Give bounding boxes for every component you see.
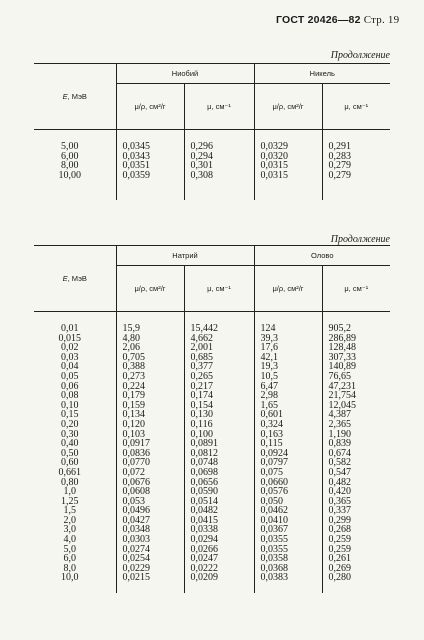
value-cell: 0,0358: [254, 554, 322, 564]
value-cell: 15,9: [116, 324, 184, 334]
value-cell: 0,0427: [116, 516, 184, 526]
value-cell: 0,0660: [254, 478, 322, 488]
energy-cell: 0,02: [61, 342, 79, 354]
energy-cell: 10,00: [58, 169, 81, 181]
energy-cell: 8,00: [61, 160, 79, 172]
value-cell: 0,134: [116, 410, 184, 420]
subheader-linear-atten-1: μ, см⁻¹: [184, 84, 254, 130]
value-cell: 0,115: [254, 439, 322, 449]
value-cell: 1,190: [322, 430, 390, 440]
value-cell: 0,154: [184, 401, 254, 411]
value-cell: 0,0836: [116, 449, 184, 459]
energy-cell: 0,015: [58, 332, 81, 344]
value-cell: 0,0222: [184, 564, 254, 574]
value-cell: 0,0462: [254, 506, 322, 516]
value-cell: 21,754: [322, 391, 390, 401]
value-cell: 0,163: [254, 430, 322, 440]
value-cell: 0,103: [116, 430, 184, 440]
value-cell: 2,001: [184, 343, 254, 353]
value-cell: 0,674: [322, 449, 390, 459]
energy-cell: 3,0: [63, 524, 76, 536]
energy-cell: 0,80: [61, 476, 79, 488]
table-niobium-nickel: [34, 63, 390, 200]
value-cell: 0,280: [322, 573, 390, 583]
energy-cell: 0,10: [61, 399, 79, 411]
group-header-sodium: Натрий: [116, 246, 254, 266]
energy-symbol: E: [62, 92, 68, 101]
value-cell: 0,159: [116, 401, 184, 411]
energy-cell: 1,5: [63, 505, 76, 517]
value-cell: 0,0355: [254, 535, 322, 545]
group-header-tin: Олово: [254, 246, 390, 266]
value-cell: 0,283: [322, 152, 390, 162]
value-cell: 0,259: [322, 545, 390, 555]
value-cell: 0,0368: [254, 564, 322, 574]
value-cell: 0,120: [116, 420, 184, 430]
value-cell: 0,072: [116, 468, 184, 478]
energy-cell: 0,30: [61, 428, 79, 440]
value-cell: 42,1: [254, 353, 322, 363]
value-cell: 0,0329: [254, 142, 322, 152]
energy-cell: 0,40: [61, 438, 79, 450]
value-cell: 0,217: [184, 382, 254, 392]
value-cell: 2,06: [116, 343, 184, 353]
value-cell: 0,0482: [184, 506, 254, 516]
value-cell: 0,0514: [184, 497, 254, 507]
value-cell: 307,33: [322, 353, 390, 363]
value-cell: 0,0656: [184, 478, 254, 488]
value-cell: 0,279: [322, 161, 390, 171]
value-cell: 0,0576: [254, 487, 322, 497]
value-cell: 0,279: [322, 171, 390, 181]
value-cell: 0,0315: [254, 161, 322, 171]
value-cell: 0,294: [184, 152, 254, 162]
energy-cell: 0,05: [61, 370, 79, 382]
subheader-mass-atten-2: μ/ρ, см²/г: [254, 266, 322, 312]
value-cell: 0,0590: [184, 487, 254, 497]
value-cell: 0,0215: [116, 573, 184, 583]
energy-symbol: E: [62, 274, 68, 283]
subheader-linear-atten-1: μ, см⁻¹: [184, 266, 254, 312]
value-cell: 0,075: [254, 468, 322, 478]
value-cell: 0,388: [116, 362, 184, 372]
energy-cell: 2,0: [63, 514, 76, 526]
value-cell: 0,308: [184, 171, 254, 181]
energy-unit: , МэВ: [67, 92, 87, 101]
value-cell: 0,705: [116, 353, 184, 363]
group-header-nickel: Никель: [254, 64, 390, 84]
value-cell: 0,0496: [116, 506, 184, 516]
value-cell: 0,601: [254, 410, 322, 420]
energy-cell: 0,50: [61, 447, 79, 459]
table-row: [34, 171, 390, 181]
value-cell: 0,268: [322, 525, 390, 535]
value-cell: 0,0812: [184, 449, 254, 459]
value-cell: 0,296: [184, 142, 254, 152]
value-cell: 0,0770: [116, 458, 184, 468]
value-cell: 0,0676: [116, 478, 184, 488]
value-cell: 0,0343: [116, 152, 184, 162]
value-cell: 0,377: [184, 362, 254, 372]
value-cell: 6,47: [254, 382, 322, 392]
energy-cell: 0,661: [58, 466, 81, 478]
group-header-niobium: Ниобий: [116, 64, 254, 84]
value-cell: 0,269: [322, 564, 390, 574]
value-cell: 0,0367: [254, 525, 322, 535]
value-cell: 0,053: [116, 497, 184, 507]
energy-cell: 0,03: [61, 351, 79, 363]
value-cell: 0,0229: [116, 564, 184, 574]
value-cell: 0,0924: [254, 449, 322, 459]
energy-cell: 4,0: [63, 534, 76, 546]
value-cell: 0,0315: [254, 171, 322, 181]
value-cell: 39,3: [254, 334, 322, 344]
value-cell: 0,547: [322, 468, 390, 478]
value-cell: 0,685: [184, 353, 254, 363]
value-cell: 0,265: [184, 372, 254, 382]
value-cell: 0,0254: [116, 554, 184, 564]
page-number: Стр. 19: [363, 14, 400, 26]
value-cell: 0,224: [116, 382, 184, 392]
standard-number: ГОСТ 20426—82: [276, 14, 361, 26]
energy-cell: 6,00: [61, 150, 79, 162]
value-cell: 2,98: [254, 391, 322, 401]
energy-cell: 10,0: [61, 572, 79, 584]
page-header: [276, 14, 399, 26]
value-cell: 1,65: [254, 401, 322, 411]
value-cell: 0,100: [184, 430, 254, 440]
energy-cell: 0,20: [61, 418, 79, 430]
value-cell: 0,0608: [116, 487, 184, 497]
value-cell: 0,839: [322, 439, 390, 449]
energy-cell: 0,04: [61, 361, 79, 373]
energy-cell: 0,08: [61, 390, 79, 402]
value-cell: 2,365: [322, 420, 390, 430]
energy-column-header: [34, 64, 116, 130]
energy-cell: 0,60: [61, 457, 79, 469]
continuation-label-2: Продолжение: [330, 234, 390, 245]
table-row: [34, 573, 390, 583]
value-cell: 0,337: [322, 506, 390, 516]
subheader-mass-atten-1: μ/ρ, см²/г: [116, 84, 184, 130]
energy-cell: 1,0: [63, 486, 76, 498]
value-cell: 0,0917: [116, 439, 184, 449]
energy-cell: 0,15: [61, 409, 79, 421]
value-cell: 0,324: [254, 420, 322, 430]
value-cell: 4,662: [184, 334, 254, 344]
value-cell: 19,3: [254, 362, 322, 372]
value-cell: 0,420: [322, 487, 390, 497]
value-cell: 76,65: [322, 372, 390, 382]
value-cell: 0,0247: [184, 554, 254, 564]
energy-cell: 5,0: [63, 543, 76, 555]
value-cell: 0,0355: [254, 545, 322, 555]
value-cell: 0,130: [184, 410, 254, 420]
energy-cell: 0,06: [61, 380, 79, 392]
value-cell: 905,2: [322, 324, 390, 334]
value-cell: 0,0274: [116, 545, 184, 555]
value-cell: 0,050: [254, 497, 322, 507]
value-cell: 0,0348: [116, 525, 184, 535]
value-cell: 0,0345: [116, 142, 184, 152]
value-cell: 124: [254, 324, 322, 334]
subheader-linear-atten-2: μ, см⁻¹: [322, 84, 390, 130]
table-sodium-tin: [34, 245, 390, 593]
value-cell: 0,301: [184, 161, 254, 171]
value-cell: 0,116: [184, 420, 254, 430]
value-cell: 0,0209: [184, 573, 254, 583]
value-cell: 0,0266: [184, 545, 254, 555]
value-cell: 0,0698: [184, 468, 254, 478]
subheader-mass-atten-2: μ/ρ, см²/г: [254, 84, 322, 130]
energy-cell: 6,0: [63, 553, 76, 565]
value-cell: 15,442: [184, 324, 254, 334]
energy-column-header: [34, 246, 116, 312]
value-cell: 0,273: [116, 372, 184, 382]
value-cell: 140,89: [322, 362, 390, 372]
value-cell: 0,482: [322, 478, 390, 488]
value-cell: 0,0410: [254, 516, 322, 526]
value-cell: 12,045: [322, 401, 390, 411]
value-cell: 0,365: [322, 497, 390, 507]
value-cell: 17,6: [254, 343, 322, 353]
value-cell: 0,0320: [254, 152, 322, 162]
value-cell: 0,0359: [116, 171, 184, 181]
value-cell: 0,174: [184, 391, 254, 401]
value-cell: 0,0415: [184, 516, 254, 526]
value-cell: 0,179: [116, 391, 184, 401]
value-cell: 0,0338: [184, 525, 254, 535]
energy-cell: 8,0: [63, 562, 76, 574]
value-cell: 0,291: [322, 142, 390, 152]
value-cell: 0,259: [322, 535, 390, 545]
value-cell: 4,80: [116, 334, 184, 344]
value-cell: 0,0748: [184, 458, 254, 468]
value-cell: 0,0303: [116, 535, 184, 545]
value-cell: 0,0383: [254, 573, 322, 583]
value-cell: 0,0294: [184, 535, 254, 545]
value-cell: 286,89: [322, 334, 390, 344]
subheader-linear-atten-2: μ, см⁻¹: [322, 266, 390, 312]
energy-cell: 5,00: [61, 141, 79, 152]
value-cell: 0,0351: [116, 161, 184, 171]
value-cell: 0,0797: [254, 458, 322, 468]
value-cell: 10,5: [254, 372, 322, 382]
subheader-mass-atten-1: μ/ρ, см²/г: [116, 266, 184, 312]
value-cell: 0,0891: [184, 439, 254, 449]
value-cell: 0,299: [322, 516, 390, 526]
energy-unit: , МэВ: [67, 274, 87, 283]
continuation-label-1: Продолжение: [330, 50, 390, 61]
value-cell: 0,261: [322, 554, 390, 564]
value-cell: 4,387: [322, 410, 390, 420]
value-cell: 47,231: [322, 382, 390, 392]
value-cell: 128,48: [322, 343, 390, 353]
energy-cell: 1,25: [61, 495, 79, 507]
value-cell: 0,582: [322, 458, 390, 468]
energy-cell: 0,01: [61, 323, 79, 334]
